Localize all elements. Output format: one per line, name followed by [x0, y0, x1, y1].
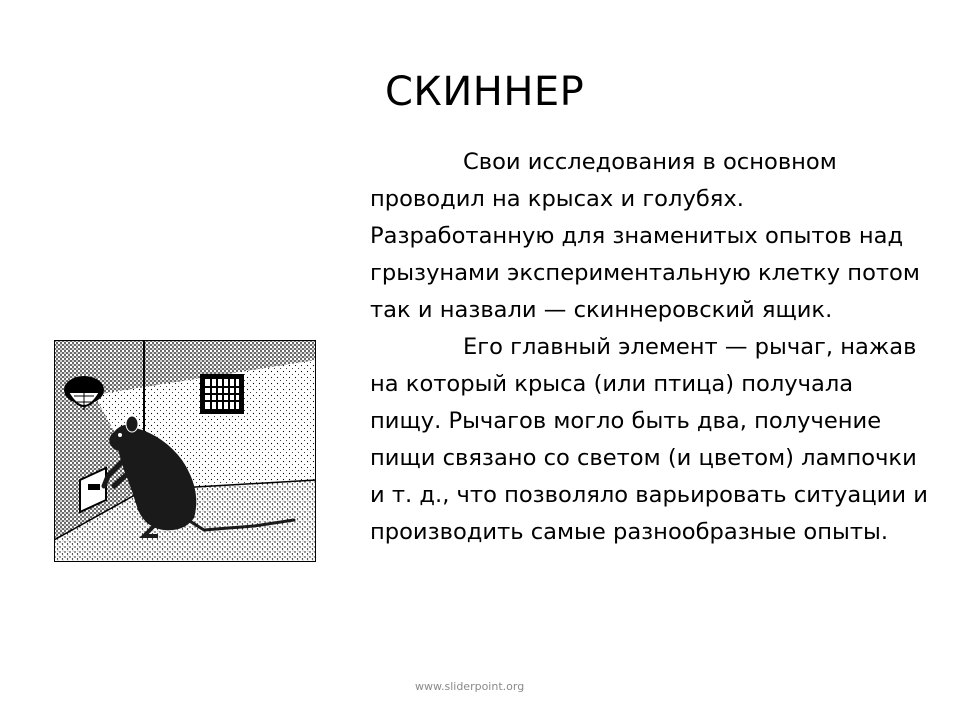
paragraph-lever: Его главный элемент — рычаг, нажав на который крыса (или птица) получала пищу. Рычагов могло быть два, получение пищи связано со светом (и цветом) лампочки и т. д., что позволяло варьировать ситуации и производить самые разнообразные опыты. [370, 334, 928, 545]
footer-url: www.sliderpoint.org [415, 680, 525, 693]
slide-title: СКИННЕР [385, 69, 585, 115]
paragraph-research: Свои исследования в основном проводил на крысах и голубях. Разработанную для знаменитых опытов над грызунами экспериментальную клетку потом так и назвали — скиннеровский ящик. [370, 149, 920, 323]
slide-body-text [370, 144, 930, 551]
skinner-box-illustration [54, 340, 316, 562]
skinner-box-drawing [54, 340, 316, 562]
grille-icon [200, 374, 244, 414]
